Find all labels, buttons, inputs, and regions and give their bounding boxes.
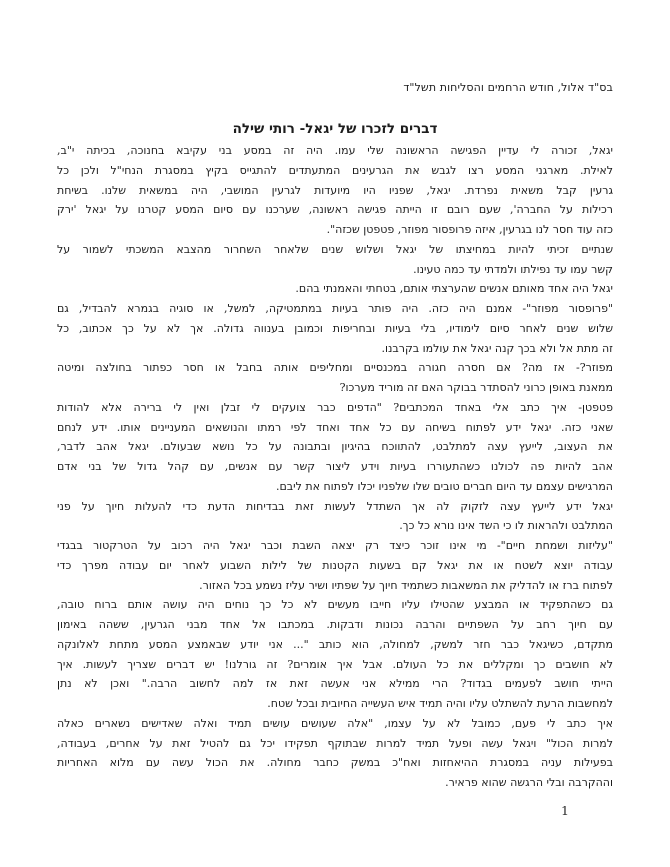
text-line: קשר עמו עד נפילתו ולמדתי עד כמה טעינו. bbox=[413, 262, 613, 276]
text-line: עם חיוך רחב על השפתיים והרבה נכונות ודבקות. במכתבו אל אחד מבני הגרעין, ששהה באימון bbox=[57, 618, 613, 631]
text-line: שלוש שנים לאחר סיום לימודיו, בלי בעיות ובחריפות וכמובן בענווה גדולה. אך לא על כך אכתוב, כל bbox=[57, 321, 613, 335]
text-line: כזה עוד חסר לנו בגרעין, איזה פרופסור מפוזר, פטפטן שכזה". bbox=[326, 223, 613, 236]
text-line: למרות הכול" ויגאל עשה ופעל תמיד למרות שבתוקף תפקידו יכל גם להטיל זאת על אחרים, בעבודה, bbox=[57, 736, 613, 750]
text-line: "פרופסור מפוזר"- אמנם היה כזה. היה פותר בעיות במתמטיקה, למשל, או סוגיה בגמרא להבדיל, גם bbox=[57, 302, 613, 315]
text-line: יגאל היה אחד מאותם אנשים שהערצתי אותם, בטחתי והאמנתי בהם. bbox=[295, 282, 613, 296]
text-line: שנתיים זכיתי להיות במחיצתו של יגאל ושלוש שנים שלאחר השחרור מהצבא המשכתי לשמור על bbox=[57, 242, 613, 256]
document-title: דברים לזכרו של יגאל- רותי שילה bbox=[232, 121, 438, 137]
text-line: יגאל, זכורה לי עדיין הפגישה הראשונה שלי עמו. היה זה במסע בני עקיבא בחנוכה, בכיתה י"ב, bbox=[57, 144, 613, 157]
text-line: הייתי חושב לפעמים בגדוד? הרי ממילא אני אעשה זאת אז למה לחשוב הרבה." ואכן לא נתן bbox=[57, 677, 613, 691]
text-line: זה מתת אל ולא בכך קנה יגאל את עולמו בקרבנו. bbox=[381, 341, 613, 355]
text-line: איך כתב לי פעם, כמובל לא על עצמו, "אלה שעושים עושים תמיד ואלה שאדישים נשארים כאלה bbox=[57, 716, 613, 730]
text-line: רכילות על החברה', שעם רובם זו הייתה פגישה ראשונה, שערכנו עם סיום המסע קטרנו על יגאל 'ירק bbox=[57, 203, 613, 217]
text-line: פטפטן- איך כתב אלי באחד המכתבים? "הדפים כבר צועקים לי זבלן ואין לי ברירה אלא להודות bbox=[57, 400, 613, 414]
text-line: למחשבות הרעת להשתלט עליו והיה תמיד איש העשייה החיובית ובכל שטח. bbox=[267, 697, 613, 710]
page-number: 1 bbox=[561, 803, 569, 818]
text-line: מפוזר?- אז מה? אם חסרה חגורה במכנסיים ומחליפים אותה בחבל או חסר כפתור בחולצה ומיטה bbox=[57, 361, 613, 375]
text-line: המרגישים עצמם עד היום חברים טובים שלו שלפניו יכלו לפתוח את ליבם. bbox=[276, 479, 613, 493]
dateline: בס"ד אלול, חודש הרחמים והסליחות תשל"ד bbox=[403, 81, 613, 94]
text-line: "עליזות ושמחת חיים"- מי אינו זוכר כיצד רק יצאה השבת וכבר יגאל היה רכוב על הטרקטור בבגדי bbox=[57, 539, 613, 552]
text-line: שאני כזה. יגאל ידע לפתוח בשיחה עם כל אחד ואחד לפי רמתו והנושאים המעניינים אותו. ידע לנחם bbox=[57, 420, 613, 434]
text-line: וההקרבה ובלי הרגשה שהוא פראיר. bbox=[445, 776, 613, 789]
text-line: בפעילות עניה במסגרת ההיאחזות ואח"כ במשק כחבר מחולה. את הכול עשה עם מלוא האחריות bbox=[57, 756, 613, 770]
text-line: לא חושבים כך ומקללים את כל העולם. אבל איך אומרים? זה גורלנו! יש דברים שצריך לעשות. איך bbox=[57, 657, 613, 671]
document-body bbox=[57, 141, 613, 793]
text-line: לפתוח ברז או להדליק את המשאבות כשתמיד חיוך על שפתיו ושיר עליז נשמע בכל האזור. bbox=[199, 578, 613, 592]
text-line: אהב להיות פה לכולנו כשהתעוררו בעיות וידע ליצור קשר עם אנשים, עם קהל גדול של בני אדם bbox=[57, 460, 613, 473]
text-line: גרעין קבל משאית נפרדת. יגאל, שפניו היו מיועדות לגרעין המושבי, היה במשאית שלנו. בשיחת bbox=[57, 183, 613, 197]
text-line: לאילת. מארגני המסע רצו לגבש את הגרעינים המתעתדים להתגייס בקיץ במסגרת הנחי"ל ולכן כל bbox=[57, 163, 613, 177]
text-line: יגאל ידע לייעץ עצה לזקוק לה אך השתדל לעשות זאת בבדיחות הדעת כדי להעלות חיוך על פני bbox=[57, 499, 613, 513]
text-line: ממאנת באופן כרוני להסתדר בבוקר האם זה מוריד מערכו? bbox=[339, 381, 613, 394]
text-line: גם כשהתפקיד או המבצע שהטילו עליו חייבו מעשים לא כל כך נוחים היה עושה אותם ברוח טובה, bbox=[57, 598, 613, 612]
text-line: עבודה יוצא לשטח או את יגאל קם בשעות הקטנות של לילות השבוע לאחר יום עבודה מפרך כדי bbox=[57, 558, 613, 572]
text-line: מתקדם, כשיגאל כבר חזר למשק, למחולה, הוא כותב "... אני יודע שבאמצע המסע מתחת לאלונקה bbox=[57, 637, 613, 651]
text-line: את העצוב, לייעץ עצה למתלבט, להתווכח בהיגיון ובתבונה על כל נושא שבעולם. יגאל אהב לדבר, bbox=[57, 440, 613, 454]
text-line: המתלבט ולהראות לו כי השד אינו נורא כל כך. bbox=[399, 519, 613, 533]
